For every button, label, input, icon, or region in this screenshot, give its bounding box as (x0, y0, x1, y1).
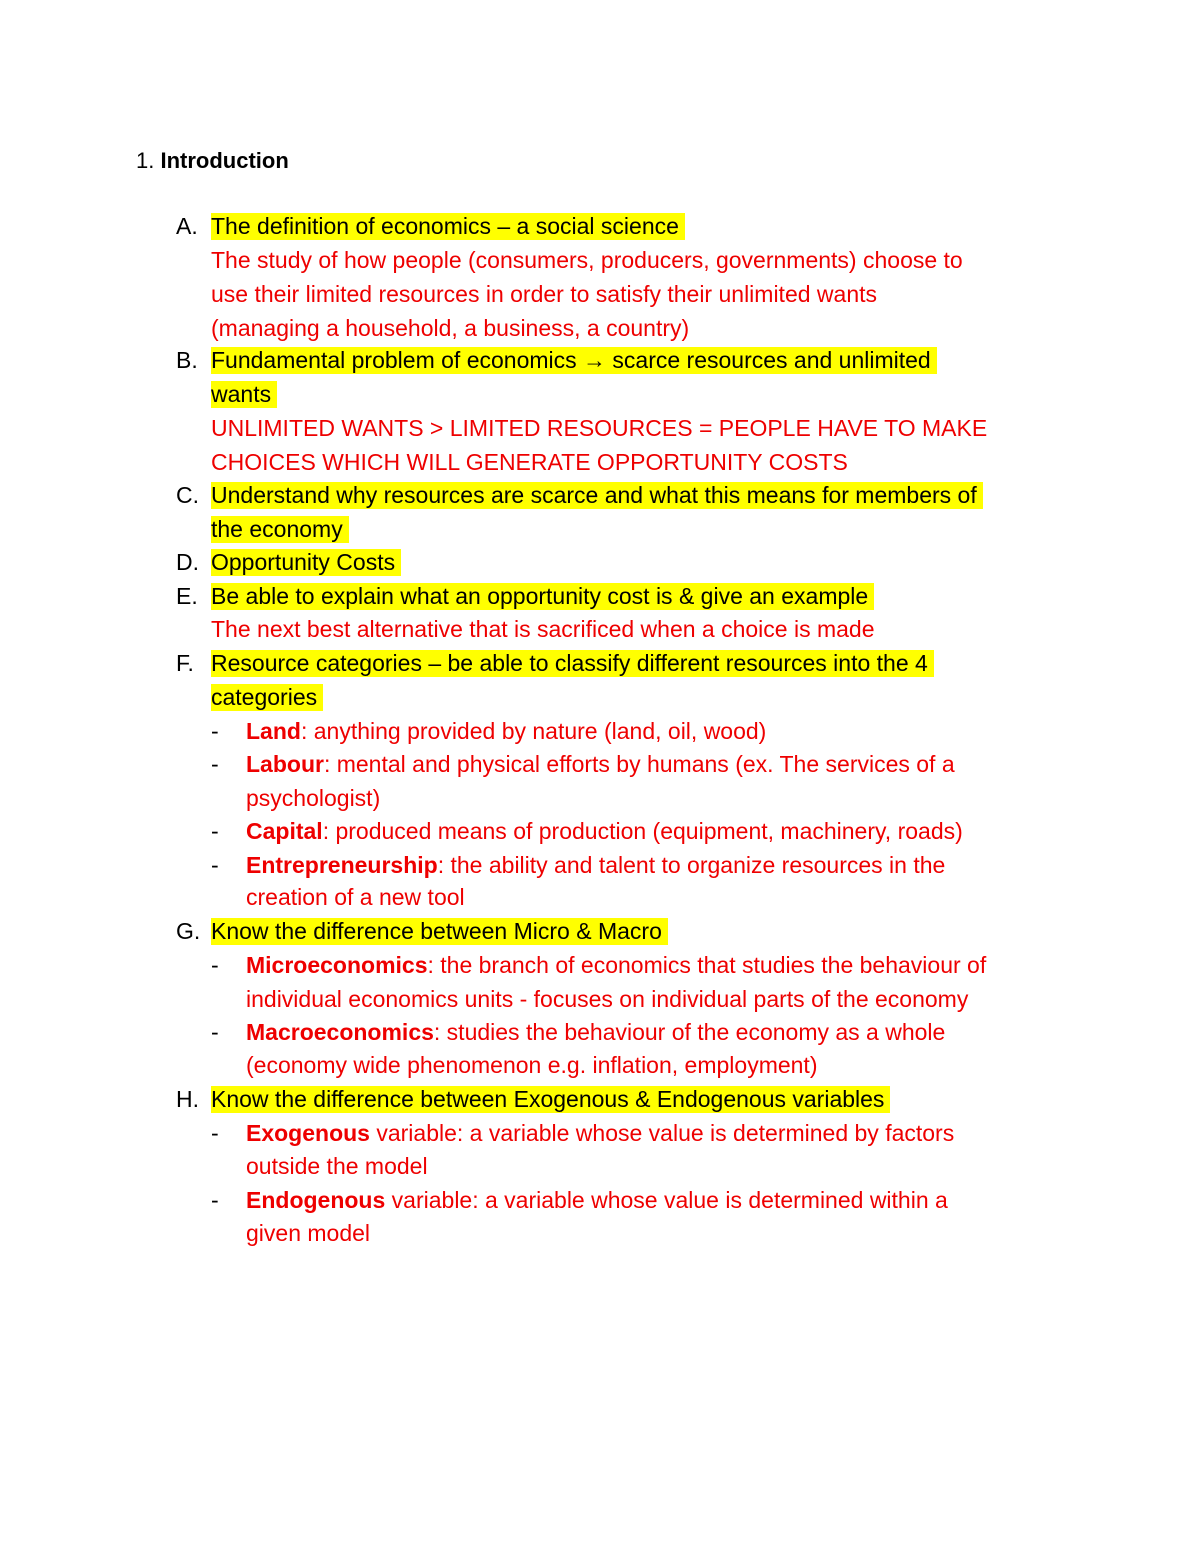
item-b-text (211, 345, 937, 377)
item-f-text (211, 648, 934, 680)
item-label: E. (176, 583, 198, 609)
bold-term: Exogenous (246, 1120, 370, 1146)
bold-term: Macroeconomics (246, 1019, 434, 1045)
section-number: 1. (136, 148, 155, 173)
bullet-macro (246, 1017, 945, 1049)
text-run: : produced means of production (equipment, machinery, roads) (322, 818, 963, 844)
item-label: H. (176, 1086, 199, 1112)
text-run: : the ability and talent to organize resources in the (437, 852, 946, 878)
item-a-note: use their limited resources in order to satisfy their unlimited wants (211, 281, 878, 307)
bullet-dash: - (211, 718, 219, 744)
bullet-dash: - (211, 751, 219, 777)
bold-term: Entrepreneurship (246, 852, 438, 878)
item-g-text (211, 916, 668, 948)
item-label: D. (176, 549, 199, 575)
bullet-entrepreneurship (246, 850, 945, 882)
bullet-dash: - (211, 852, 219, 878)
text-run: Be able to explain what an opportunity cost is & give an example (211, 583, 874, 610)
bullet-endogenous-cont: given model (246, 1220, 371, 1246)
bullet-labour (246, 749, 955, 781)
bold-term: Endogenous (246, 1187, 386, 1213)
item-c-text (211, 514, 349, 546)
item-label: C. (176, 482, 199, 508)
bullet-macro-cont: (economy wide phenomenon e.g. inflation, employment) (246, 1052, 818, 1078)
item-e-text (211, 581, 874, 613)
text-run: Know the difference between Exogenous & Endogenous variables (211, 1086, 890, 1113)
bullet-dash: - (211, 1187, 219, 1213)
bullet-labour-cont: psychologist) (246, 785, 381, 811)
item-a-note: The study of how people (consumers, producers, governments) choose to (211, 247, 963, 273)
text-run: : mental and physical efforts by humans (ex. The services of a (323, 751, 955, 777)
item-d-text (211, 547, 401, 579)
text-run: Understand why resources are scarce and what this means for members of (211, 482, 983, 509)
bullet-endogenous (246, 1185, 948, 1217)
bold-term: Land (246, 718, 301, 744)
bullet-capital (246, 816, 963, 848)
bullet-dash: - (211, 1120, 219, 1146)
text-run: : studies the behaviour of the economy as a whole (433, 1019, 946, 1045)
item-a-note: (managing a household, a business, a country) (211, 315, 690, 341)
bullet-micro (246, 950, 986, 982)
item-label: B. (176, 347, 198, 373)
bold-term: Microeconomics (246, 952, 428, 978)
bullet-dash: - (211, 952, 219, 978)
bullet-entrepreneurship-cont: creation of a new tool (246, 884, 465, 910)
section-heading (136, 146, 289, 178)
item-label: A. (176, 213, 198, 239)
text-run: Resource categories – be able to classify different resources into the 4 (211, 650, 934, 677)
text-run: : the branch of economics that studies the behaviour of (427, 952, 987, 978)
text-run: Fundamental problem of economics → scarce resources and unlimited (211, 347, 937, 374)
item-label: G. (176, 918, 201, 944)
item-a-text (211, 211, 685, 243)
text-run: The definition of economics – a social science (211, 213, 685, 240)
bullet-exogenous-cont: outside the model (246, 1153, 428, 1179)
bold-term: Capital (246, 818, 323, 844)
item-h-text (211, 1084, 890, 1116)
item-label: F. (176, 650, 194, 676)
bullet-micro-cont: individual economics units - focuses on individual parts of the economy (246, 986, 969, 1012)
item-b-note: CHOICES WHICH WILL GENERATE OPPORTUNITY COSTS (211, 449, 848, 475)
text-run: variable: a variable whose value is determined within a (385, 1187, 948, 1213)
item-f-text (211, 682, 323, 714)
item-c-text (211, 480, 983, 512)
bullet-land (246, 716, 766, 748)
item-b-note: UNLIMITED WANTS > LIMITED RESOURCES = PEOPLE HAVE TO MAKE (211, 415, 988, 441)
text-run: : anything provided by nature (land, oil, wood) (300, 718, 767, 744)
bullet-dash: - (211, 818, 219, 844)
text-run: the economy (211, 516, 349, 543)
item-e-note: The next best alternative that is sacrificed when a choice is made (211, 616, 875, 642)
item-b-text (211, 379, 277, 411)
bullet-dash: - (211, 1019, 219, 1045)
bold-term: Labour (246, 751, 324, 777)
text-run: Know the difference between Micro & Macro (211, 918, 668, 945)
text-run: variable: a variable whose value is determined by factors (369, 1120, 955, 1146)
section-title: Introduction (160, 148, 289, 173)
text-run: wants (211, 381, 277, 408)
text-run: Opportunity Costs (211, 549, 401, 576)
bullet-exogenous (246, 1118, 954, 1150)
text-run: categories (211, 684, 323, 711)
